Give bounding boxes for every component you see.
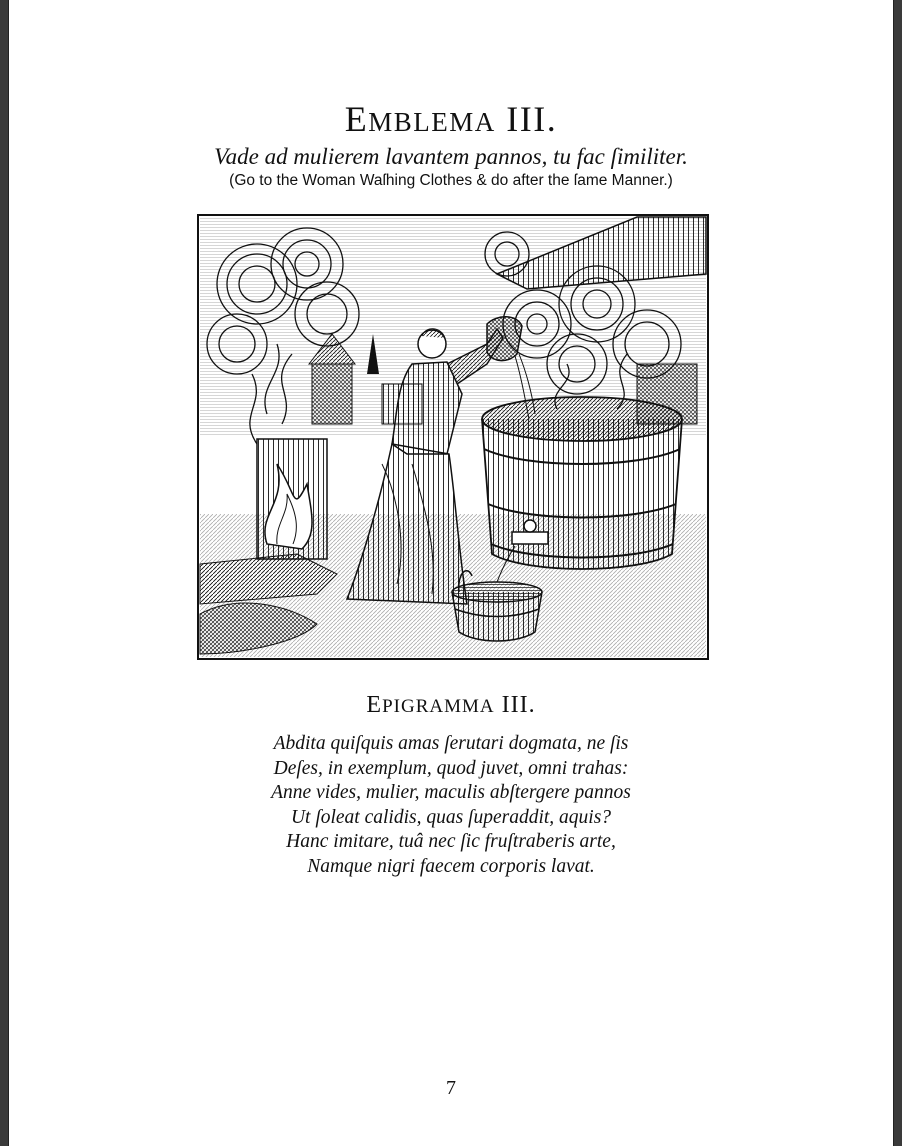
- book-page: [8, 0, 894, 1146]
- emblem-title-initial: E: [344, 99, 369, 139]
- verse-line: Ut ſoleat calidis, quas ſuperaddit, aquis?: [290, 806, 612, 828]
- verse-line: Deſes, in exemplum, quod juvet, omni trahas:: [273, 757, 629, 779]
- verse-line: Namque nigri faecem corporis lavat.: [307, 855, 595, 877]
- epigram-title-rest: PIGRAMMA: [382, 696, 495, 717]
- motto-translation: (Go to the Woman Waſhing Clothes & do after the ſame Manner.): [229, 172, 673, 189]
- engraving-illustration: [197, 214, 709, 660]
- emblem-title-rest: MBLEMA: [368, 107, 496, 137]
- furnace-fire: [257, 439, 327, 559]
- emblem-title: [9, 98, 893, 140]
- epigram-title-numeral: III.: [494, 692, 536, 718]
- emblem-title-numeral: III.: [495, 99, 558, 139]
- verse-line: Hanc imitare, tuâ nec ſic fruſtraberis arte,: [286, 831, 616, 852]
- verse-line: Abdita quiſquis amas ſerutari dogmata, ne ſis: [273, 733, 629, 754]
- epigram-title-initial: E: [366, 692, 383, 718]
- page-number: 7: [446, 1077, 456, 1099]
- epigram-title: [9, 692, 893, 719]
- emblem-motto: Vade ad mulierem lavantem pannos, tu fac ſimiliter.: [214, 144, 688, 169]
- epigram-verses: [9, 732, 893, 879]
- verse-line: Anne vides, mulier, maculis abſtergere pannos: [271, 782, 631, 803]
- washing-tub: [482, 397, 682, 582]
